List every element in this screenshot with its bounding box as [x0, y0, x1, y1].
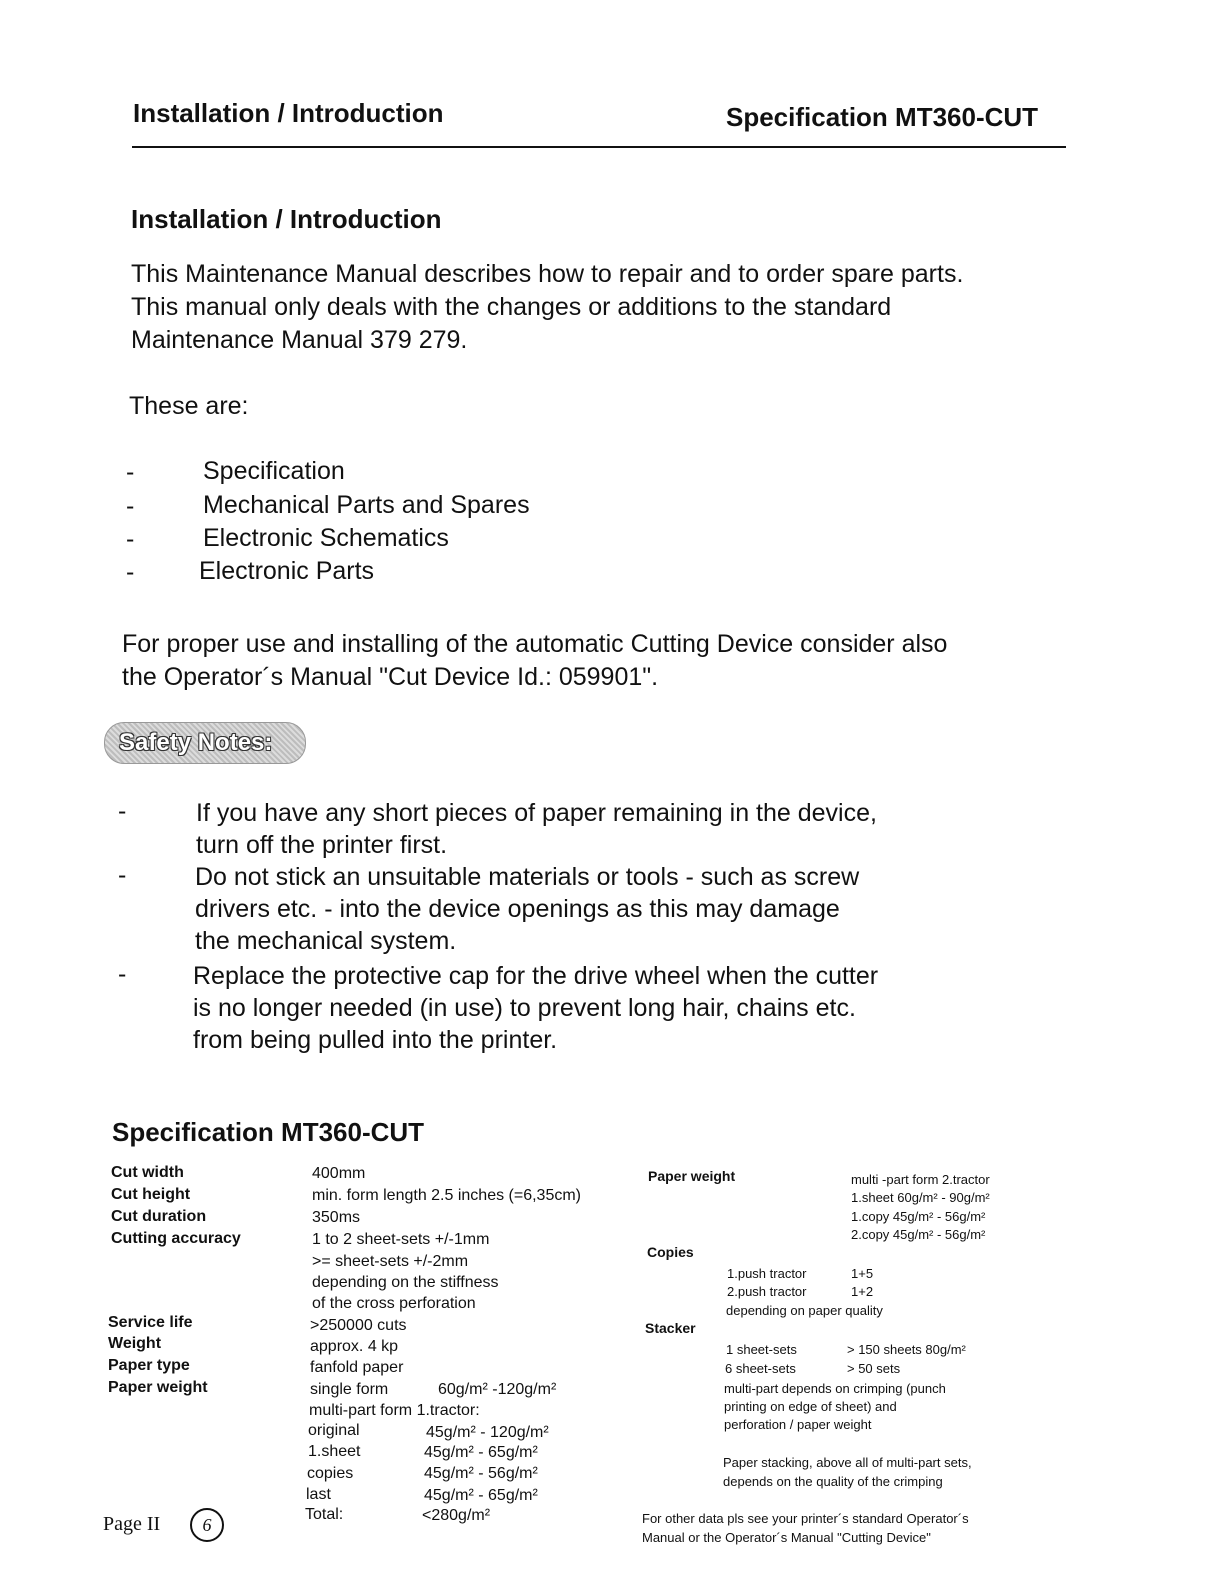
spec-label: Paper weight	[108, 1379, 208, 1396]
paper-weight-line: 1.sheet 60g/m² - 90g/m²	[851, 1190, 990, 1205]
paper-weight-line: multi -part form 2.tractor	[851, 1172, 990, 1187]
accuracy-line: >= sheet-sets +/-2mm	[312, 1253, 469, 1270]
page-label: Page II	[103, 1513, 161, 1535]
single-form-value: 60g/m² -120g/m²	[438, 1381, 557, 1398]
stacker-row-value: > 150 sheets 80g/m²	[847, 1342, 966, 1357]
multi-row-label: original	[308, 1422, 360, 1439]
bullet-dash: -	[118, 797, 127, 825]
multi-row-value: <280g/m²	[422, 1507, 491, 1524]
multi-row-label: copies	[307, 1465, 354, 1482]
paper-type-value: fanfold paper	[310, 1359, 404, 1376]
safety-note-line: is no longer needed (in use) to prevent long hair, chains etc.	[193, 994, 856, 1022]
bullet-dash: -	[126, 525, 135, 553]
these-are: These are:	[129, 392, 249, 420]
multi-row-label: Total:	[305, 1506, 344, 1523]
footer-note-line: Manual or the Operator´s Manual "Cutting Device"	[642, 1530, 931, 1545]
safety-note-line: Replace the protective cap for the drive wheel when the cutter	[193, 962, 879, 990]
multi-row-value: 45g/m² - 56g/m²	[424, 1465, 538, 1482]
paper-weight-line: 2.copy 45g/m² - 56g/m²	[851, 1227, 986, 1242]
safety-note-line: from being pulled into the printer.	[193, 1026, 558, 1054]
bullet-dash: -	[126, 492, 135, 520]
spec-label: Cut height	[111, 1186, 191, 1203]
bullet-dash: -	[118, 960, 127, 988]
stacker-row-label: 6 sheet-sets	[725, 1361, 796, 1376]
spec-label: Weight	[108, 1335, 162, 1352]
cut-height-value: min. form length 2.5 inches (=6,35cm)	[312, 1187, 582, 1204]
paper-weight-label: Paper weight	[648, 1168, 736, 1184]
stacking-note-line: Paper stacking, above all of multi-part sets,	[723, 1455, 972, 1470]
spec-label: Service life	[108, 1314, 193, 1331]
safety-note-line: the mechanical system.	[195, 927, 457, 955]
multi-row-value: 45g/m² - 120g/m²	[426, 1424, 549, 1441]
paper-weight-line: 1.copy 45g/m² - 56g/m²	[851, 1209, 986, 1224]
safety-note	[195, 861, 859, 957]
footer-note-line: For other data pls see your printer´s standard Operator´s	[642, 1511, 969, 1526]
cut-duration-value: 350ms	[312, 1209, 361, 1226]
header-right: Specification MT360-CUT	[726, 102, 1039, 132]
copies-row-value: 1+5	[851, 1266, 874, 1281]
list-item: Specification	[203, 457, 345, 485]
multi-row-value: 45g/m² - 65g/m²	[424, 1487, 538, 1504]
cut-device-line: For proper use and installing of the automatic Cutting Device consider also	[122, 630, 948, 658]
bullet-dash: -	[126, 458, 135, 486]
cut-width-value: 400mm	[312, 1165, 366, 1182]
intro-para	[131, 258, 963, 357]
bullet-dash: -	[126, 558, 135, 586]
stacker-label: Stacker	[645, 1320, 696, 1336]
accuracy-line: of the cross perforation	[312, 1295, 476, 1312]
safety-note	[196, 797, 877, 861]
safety-note-line: If you have any short pieces of paper remaining in the device,	[196, 799, 877, 827]
intro-line: This Maintenance Manual describes how to repair and to order spare parts.	[131, 260, 964, 288]
safety-note-line: turn off the printer first.	[196, 831, 448, 859]
bullet-dash: -	[118, 861, 127, 889]
spec-title: Specification MT360-CUT	[112, 1117, 425, 1147]
weight-value: approx. 4 kp	[310, 1338, 399, 1355]
stacker-row-label: 1 sheet-sets	[726, 1342, 797, 1357]
list-item: Electronic Parts	[199, 557, 375, 585]
list-item: Electronic Schematics	[203, 524, 449, 552]
intro-line: This manual only deals with the changes or additions to the standard	[131, 293, 892, 321]
copies-note: depending on paper quality	[726, 1303, 883, 1318]
page-number: 6	[190, 1508, 224, 1542]
stacker-note-line: multi-part depends on crimping (punch	[724, 1381, 946, 1396]
stacker-row-value: > 50 sets	[847, 1361, 901, 1376]
cut-device-para	[122, 628, 947, 694]
service-life-value: >250000 cuts	[310, 1317, 407, 1334]
safety-note-line: Do not stick an unsuitable materials or tools - such as screw	[195, 863, 860, 891]
spec-label: Cut width	[111, 1164, 184, 1181]
spec-label: Paper type	[108, 1357, 190, 1374]
header-left: Installation / Introduction	[133, 98, 444, 128]
header-rule	[132, 146, 1066, 148]
safety-notes-label: Safety Notes:	[119, 729, 273, 756]
copies-row-label: 2.push tractor	[727, 1284, 807, 1299]
accuracy-line: 1 to 2 sheet-sets +/-1mm	[312, 1231, 490, 1248]
cut-device-line: the Operator´s Manual "Cut Device Id.: 059901".	[122, 663, 659, 691]
safety-notes-badge	[104, 722, 306, 764]
spec-label: Cut duration	[111, 1208, 207, 1225]
single-form-label: single form	[310, 1381, 389, 1398]
list-item: Mechanical Parts and Spares	[203, 491, 530, 519]
intro-line: Maintenance Manual 379 279.	[131, 326, 468, 354]
stacker-note-line: printing on edge of sheet) and	[724, 1399, 897, 1414]
copies-row-label: 1.push tractor	[727, 1266, 807, 1281]
safety-note	[193, 960, 878, 1056]
copies-row-value: 1+2	[851, 1284, 874, 1299]
multi-row-value: 45g/m² - 65g/m²	[424, 1444, 538, 1461]
stacker-note-line: perforation / paper weight	[724, 1417, 872, 1432]
multi-row-label: last	[306, 1486, 331, 1503]
multi-part-label: multi-part form 1.tractor:	[309, 1402, 480, 1419]
spec-label: Cutting accuracy	[111, 1230, 241, 1247]
accuracy-line: depending on the stiffness	[312, 1274, 499, 1291]
multi-row-label: 1.sheet	[308, 1443, 361, 1460]
safety-note-line: drivers etc. - into the device openings as this may damage	[195, 895, 840, 923]
intro-title: Installation / Introduction	[131, 204, 442, 234]
copies-label: Copies	[647, 1244, 694, 1260]
stacking-note-line: depends on the quality of the crimping	[723, 1474, 943, 1489]
